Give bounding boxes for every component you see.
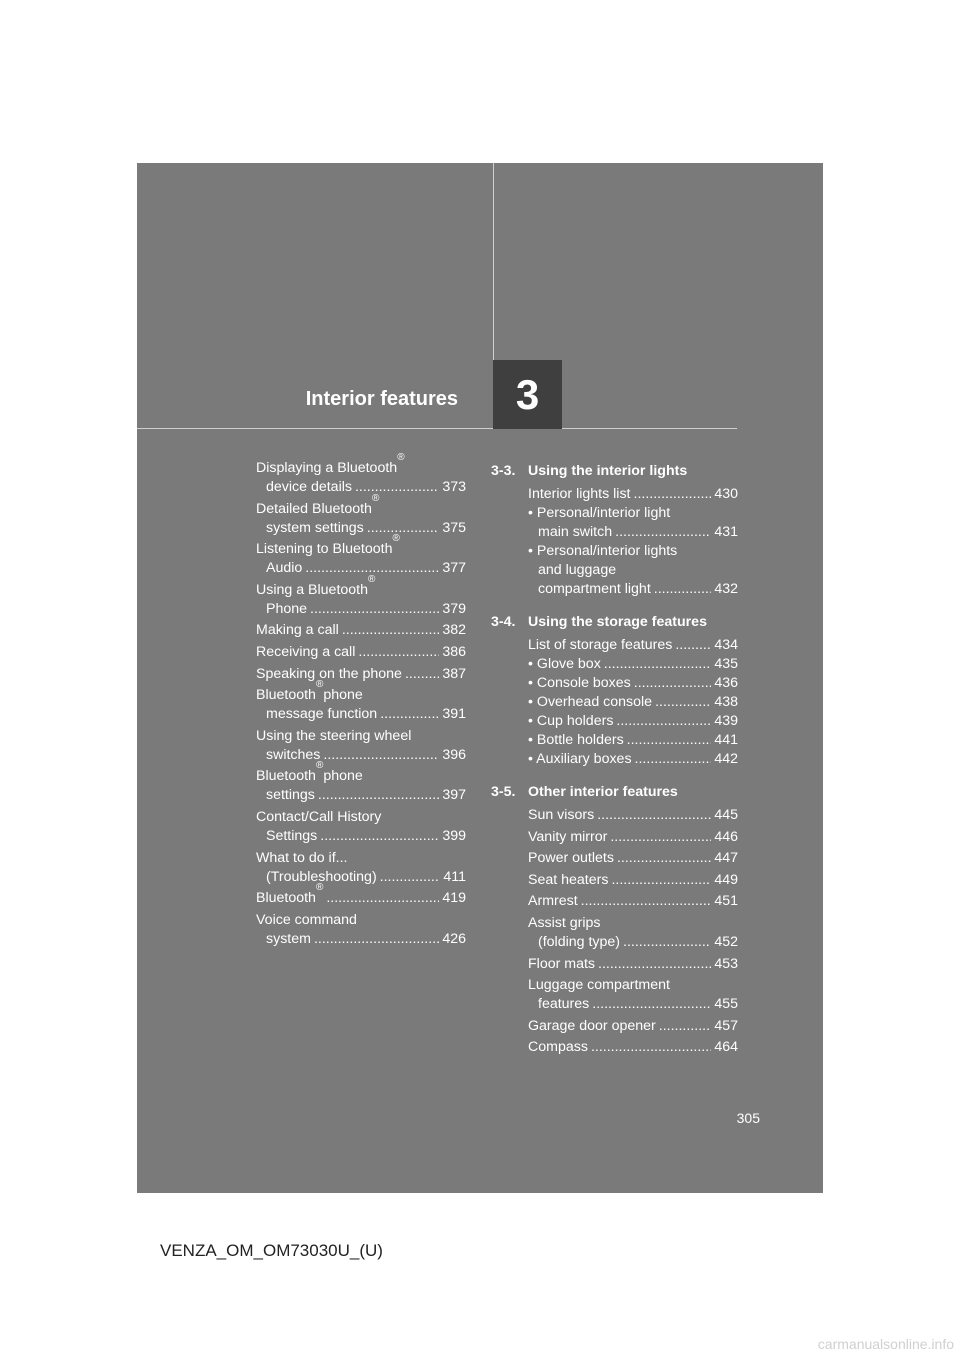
toc-entry-title: Bluetooth (256, 687, 316, 704)
dot-leader (655, 693, 711, 712)
section-number: 3-3. (491, 463, 516, 479)
toc-entry-line (528, 580, 738, 599)
section-title: Other interior features (528, 784, 678, 800)
footer-manual-code: VENZA_OM_OM73030U_(U) (160, 1241, 383, 1260)
toc-entry[interactable] (528, 504, 738, 542)
toc-page-number: 436 (714, 675, 738, 691)
toc-entry[interactable] (528, 849, 738, 868)
registered-mark: ® (315, 882, 324, 894)
toc-entry-line (528, 828, 738, 847)
toc-entry[interactable] (528, 806, 738, 825)
dot-leader (617, 849, 711, 868)
toc-entry[interactable] (256, 808, 466, 846)
toc-entry-line (256, 492, 466, 519)
toc-page-number: 441 (714, 732, 738, 748)
toc-entry-title: • Auxiliary boxes (528, 751, 632, 767)
toc-page-number: 447 (714, 850, 738, 867)
toc-entry-title: Compass (528, 1039, 588, 1056)
toc-entry-title: • Bottle holders (528, 732, 624, 748)
toc-entry-title: • Personal/interior lights (528, 543, 678, 559)
toc-entry-title: What to do if... (256, 849, 348, 866)
toc-page-number: 446 (714, 828, 738, 845)
toc-entry[interactable] (528, 1038, 738, 1057)
toc-entry-line (528, 731, 738, 750)
section-heading (491, 613, 738, 632)
toc-entry-line (528, 871, 738, 890)
dot-leader (314, 930, 439, 949)
toc-page-number: 411 (443, 868, 466, 885)
toc-entry-line (528, 806, 738, 825)
toc-entry[interactable] (256, 760, 466, 805)
dot-leader (323, 746, 439, 765)
dot-leader (342, 621, 440, 640)
dot-leader (604, 655, 712, 674)
toc-entry[interactable] (528, 542, 738, 599)
toc-entry-line (256, 621, 466, 640)
section-entries (491, 485, 738, 599)
toc-entry[interactable] (528, 750, 738, 769)
toc-entry-title: Bluetooth (256, 768, 316, 785)
toc-entry-subtitle: (folding type) (538, 933, 621, 950)
toc-entry-line (256, 665, 466, 684)
dot-leader (367, 519, 440, 538)
toc-entry-title: Using a Bluetooth (256, 581, 368, 598)
toc-entry-line (256, 559, 466, 578)
toc-entry-title-cont: and luggage (538, 562, 617, 578)
dot-leader (355, 478, 439, 497)
toc-page-number: 391 (442, 706, 466, 723)
toc-page-number: 432 (714, 581, 738, 597)
toc-entry[interactable] (528, 914, 738, 952)
toc-entry[interactable] (256, 849, 466, 887)
toc-entry-line (256, 705, 466, 724)
header-divider-vertical (493, 163, 494, 361)
toc-entry[interactable] (528, 655, 738, 674)
section-gap (491, 599, 738, 613)
toc-entry-title: • Cup holders (528, 713, 614, 729)
dot-leader (615, 523, 711, 542)
toc-right-column (491, 462, 738, 1060)
registered-mark: ® (315, 679, 324, 691)
toc-entry-line (256, 911, 466, 930)
toc-entry-line (528, 849, 738, 868)
dot-leader (627, 731, 712, 750)
toc-entry-title: Speaking on the phone (256, 665, 402, 682)
toc-entry-title: Vanity mirror (528, 828, 608, 845)
watermark-text: carmanualsonline.info (817, 1336, 954, 1352)
toc-entry-subtitle: switches (266, 746, 321, 763)
toc-entry-line (528, 933, 738, 952)
toc-entry-subtitle: message function (266, 706, 378, 723)
dot-leader (616, 712, 711, 731)
toc-entry-title: Luggage compartment (528, 977, 670, 994)
toc-entry[interactable] (528, 892, 738, 911)
toc-entry-line (256, 808, 466, 827)
section-heading (491, 783, 738, 802)
toc-entry-title: Contact/Call History (256, 808, 382, 825)
dot-leader (310, 600, 439, 619)
toc-entry-line (256, 679, 466, 705)
header-divider-horizontal (137, 428, 737, 429)
dot-leader (326, 889, 439, 908)
dot-leader (610, 828, 711, 847)
toc-entry-subtitle: main switch (538, 524, 613, 540)
registered-mark: ® (371, 492, 380, 504)
toc-entry-subtitle: (Troubleshooting) (266, 868, 377, 885)
toc-entry[interactable] (528, 871, 738, 890)
toc-entry-line (528, 892, 738, 911)
toc-entry-line (256, 533, 466, 559)
toc-entry-line (256, 452, 466, 478)
toc-entry-title-cont: phone (323, 768, 363, 785)
toc-entry-subtitle: system settings (266, 519, 364, 536)
toc-entry-line (528, 561, 738, 580)
toc-entry[interactable] (256, 665, 466, 684)
toc-entry[interactable] (256, 492, 466, 538)
toc-page-number: 452 (714, 933, 738, 950)
toc-page-number: 438 (714, 694, 738, 710)
toc-entry-title: Sun visors (528, 807, 595, 823)
dot-leader (380, 868, 441, 887)
toc-page-number: 375 (442, 519, 466, 536)
toc-entry-line (528, 914, 738, 933)
section-number: 3-5. (491, 784, 516, 800)
registered-mark: ® (392, 533, 400, 545)
toc-entry-line (528, 750, 738, 769)
toc-entry-title: Power outlets (528, 850, 614, 867)
toc-entry-line (528, 636, 738, 655)
toc-page-number: 377 (442, 560, 466, 577)
toc-entry-title: Detailed Bluetooth (256, 500, 372, 517)
section-number: 3-4. (491, 614, 516, 630)
page-number: 305 (736, 1110, 760, 1126)
toc-page-number: 397 (442, 787, 466, 804)
toc-page-number: 451 (714, 893, 738, 910)
toc-entry-title: Making a call (256, 622, 339, 639)
dot-leader (318, 786, 439, 805)
toc-entry-subtitle: Audio (266, 560, 303, 577)
toc-entry[interactable] (528, 976, 738, 1014)
registered-mark: ® (368, 573, 376, 585)
chapter-number-box: 3 (493, 360, 562, 429)
toc-entry-line (256, 827, 466, 846)
dot-leader (654, 580, 712, 599)
section-title: Using the storage features (528, 614, 707, 630)
toc-page-number: 382 (442, 622, 466, 639)
toc-entry-subtitle: device details (266, 479, 352, 495)
toc-page-number: 455 (714, 996, 738, 1013)
dot-leader (598, 955, 711, 974)
toc-entry-line (528, 523, 738, 542)
toc-entry[interactable] (256, 911, 466, 949)
toc-entry[interactable] (256, 882, 466, 908)
toc-entry-title: Armrest (528, 893, 578, 910)
section-title: Using the interior lights (528, 463, 688, 479)
registered-mark: ® (315, 760, 324, 772)
dot-leader (380, 705, 439, 724)
toc-page-number: 445 (714, 807, 738, 823)
toc-entry-line (256, 746, 466, 765)
toc-entry-title: Voice command (256, 911, 357, 928)
toc-page-number: 430 (714, 486, 738, 502)
toc-entry-line (528, 674, 738, 693)
toc-entry-subtitle: compartment light (538, 581, 651, 597)
toc-entry-line (256, 849, 466, 868)
toc-entry[interactable] (528, 693, 738, 712)
toc-entry[interactable] (256, 533, 466, 578)
toc-entry[interactable] (256, 727, 466, 765)
dot-leader (635, 750, 712, 769)
toc-page-number: 442 (714, 751, 738, 767)
section-gap (491, 769, 738, 783)
dot-leader (659, 1017, 712, 1036)
toc-entry-subtitle: Settings (266, 827, 318, 844)
toc-page-number: 399 (442, 827, 466, 844)
toc-entry[interactable] (256, 573, 466, 619)
dot-leader (358, 643, 439, 662)
toc-entry[interactable] (528, 674, 738, 693)
toc-entry-title: • Glove box (528, 656, 601, 672)
toc-entry-line (528, 485, 738, 504)
toc-left-column (256, 452, 466, 951)
dot-leader (675, 636, 711, 655)
toc-page-number: 449 (714, 871, 738, 888)
dot-leader (405, 665, 439, 684)
dot-leader (591, 1038, 711, 1057)
toc-entry[interactable] (528, 636, 738, 655)
toc-entry[interactable] (256, 452, 466, 497)
section-entries (491, 636, 738, 769)
toc-entry-title: Listening to Bluetooth (256, 541, 393, 558)
toc-entry[interactable] (528, 955, 738, 974)
toc-entry[interactable] (256, 643, 466, 662)
toc-entry-line (528, 504, 738, 523)
toc-entry-line (528, 693, 738, 712)
toc-entry-title: Interior lights list (528, 486, 631, 502)
toc-entry-line (256, 519, 466, 538)
toc-entry-line (256, 573, 466, 600)
toc-entry-line (528, 955, 738, 974)
dot-leader (634, 674, 712, 693)
toc-entry-line (256, 760, 466, 786)
toc-page-number: 396 (442, 746, 466, 763)
toc-entry-line (528, 655, 738, 674)
toc-entry-line (528, 542, 738, 561)
toc-entry-title: • Overhead console (528, 694, 653, 710)
toc-entry-line (528, 1038, 738, 1057)
toc-entry-line (256, 643, 466, 662)
toc-page-number: 434 (714, 637, 738, 653)
toc-entry-subtitle: Phone (266, 600, 308, 617)
toc-page-number: 387 (442, 665, 466, 682)
toc-entry[interactable] (256, 621, 466, 640)
chapter-title: Interior features (305, 388, 458, 410)
toc-page-number: 435 (714, 656, 738, 672)
toc-entry-line (256, 882, 466, 908)
toc-entry-line (256, 930, 466, 949)
toc-page-number: 426 (442, 930, 466, 947)
toc-entry-title: Displaying a Bluetooth (256, 460, 398, 476)
toc-entry-line (256, 727, 466, 746)
section-heading (491, 462, 738, 481)
toc-entry-title: Floor mats (528, 955, 596, 972)
toc-page-number: 439 (714, 713, 738, 729)
toc-entry-line (256, 478, 466, 497)
toc-page-number: 431 (714, 524, 738, 540)
toc-entry-title: Garage door opener (528, 1017, 656, 1034)
dot-leader (623, 933, 711, 952)
toc-page-number: 457 (714, 1017, 738, 1034)
toc-entry-line (528, 995, 738, 1014)
toc-entry-title-cont: phone (323, 687, 363, 704)
toc-entry-title: Seat heaters (528, 871, 609, 888)
dot-leader (320, 827, 439, 846)
toc-page-number: 379 (442, 600, 466, 617)
toc-page-number: 373 (442, 479, 466, 495)
toc-page-number: 464 (714, 1039, 738, 1056)
section-entries (491, 806, 738, 1057)
registered-mark: ® (397, 452, 405, 463)
toc-entry-title: Using the steering wheel (256, 727, 412, 744)
toc-entry-title: Receiving a call (256, 643, 356, 660)
toc-entry-line (256, 786, 466, 805)
toc-entry-title: List of storage features (528, 637, 673, 653)
dot-leader (592, 995, 711, 1014)
toc-entry-title: • Personal/interior light (528, 505, 671, 521)
dot-leader (634, 485, 712, 504)
toc-entry[interactable] (256, 679, 466, 724)
toc-entry-subtitle: features (538, 996, 590, 1013)
toc-entry-line (528, 976, 738, 995)
toc-entry[interactable] (528, 485, 738, 504)
toc-entry-subtitle: settings (266, 787, 315, 804)
toc-entry[interactable] (528, 828, 738, 847)
toc-page-number: 453 (714, 955, 738, 972)
toc-page-number: 386 (442, 643, 466, 660)
dot-leader (611, 871, 711, 890)
toc-entry-title: Bluetooth (256, 890, 316, 907)
toc-entry-line (528, 712, 738, 731)
toc-page-number: 419 (442, 890, 466, 907)
toc-entry-title: • Console boxes (528, 675, 631, 691)
toc-entry-line (528, 1017, 738, 1036)
toc-entry-title: Assist grips (528, 914, 601, 931)
toc-entry[interactable] (528, 712, 738, 731)
dot-leader (597, 806, 711, 825)
toc-entry-subtitle: system (266, 930, 311, 947)
toc-entry-line (256, 600, 466, 619)
toc-entry[interactable] (528, 1017, 738, 1036)
toc-entry-line (256, 868, 466, 887)
dot-leader (581, 892, 712, 911)
toc-entry[interactable] (528, 731, 738, 750)
